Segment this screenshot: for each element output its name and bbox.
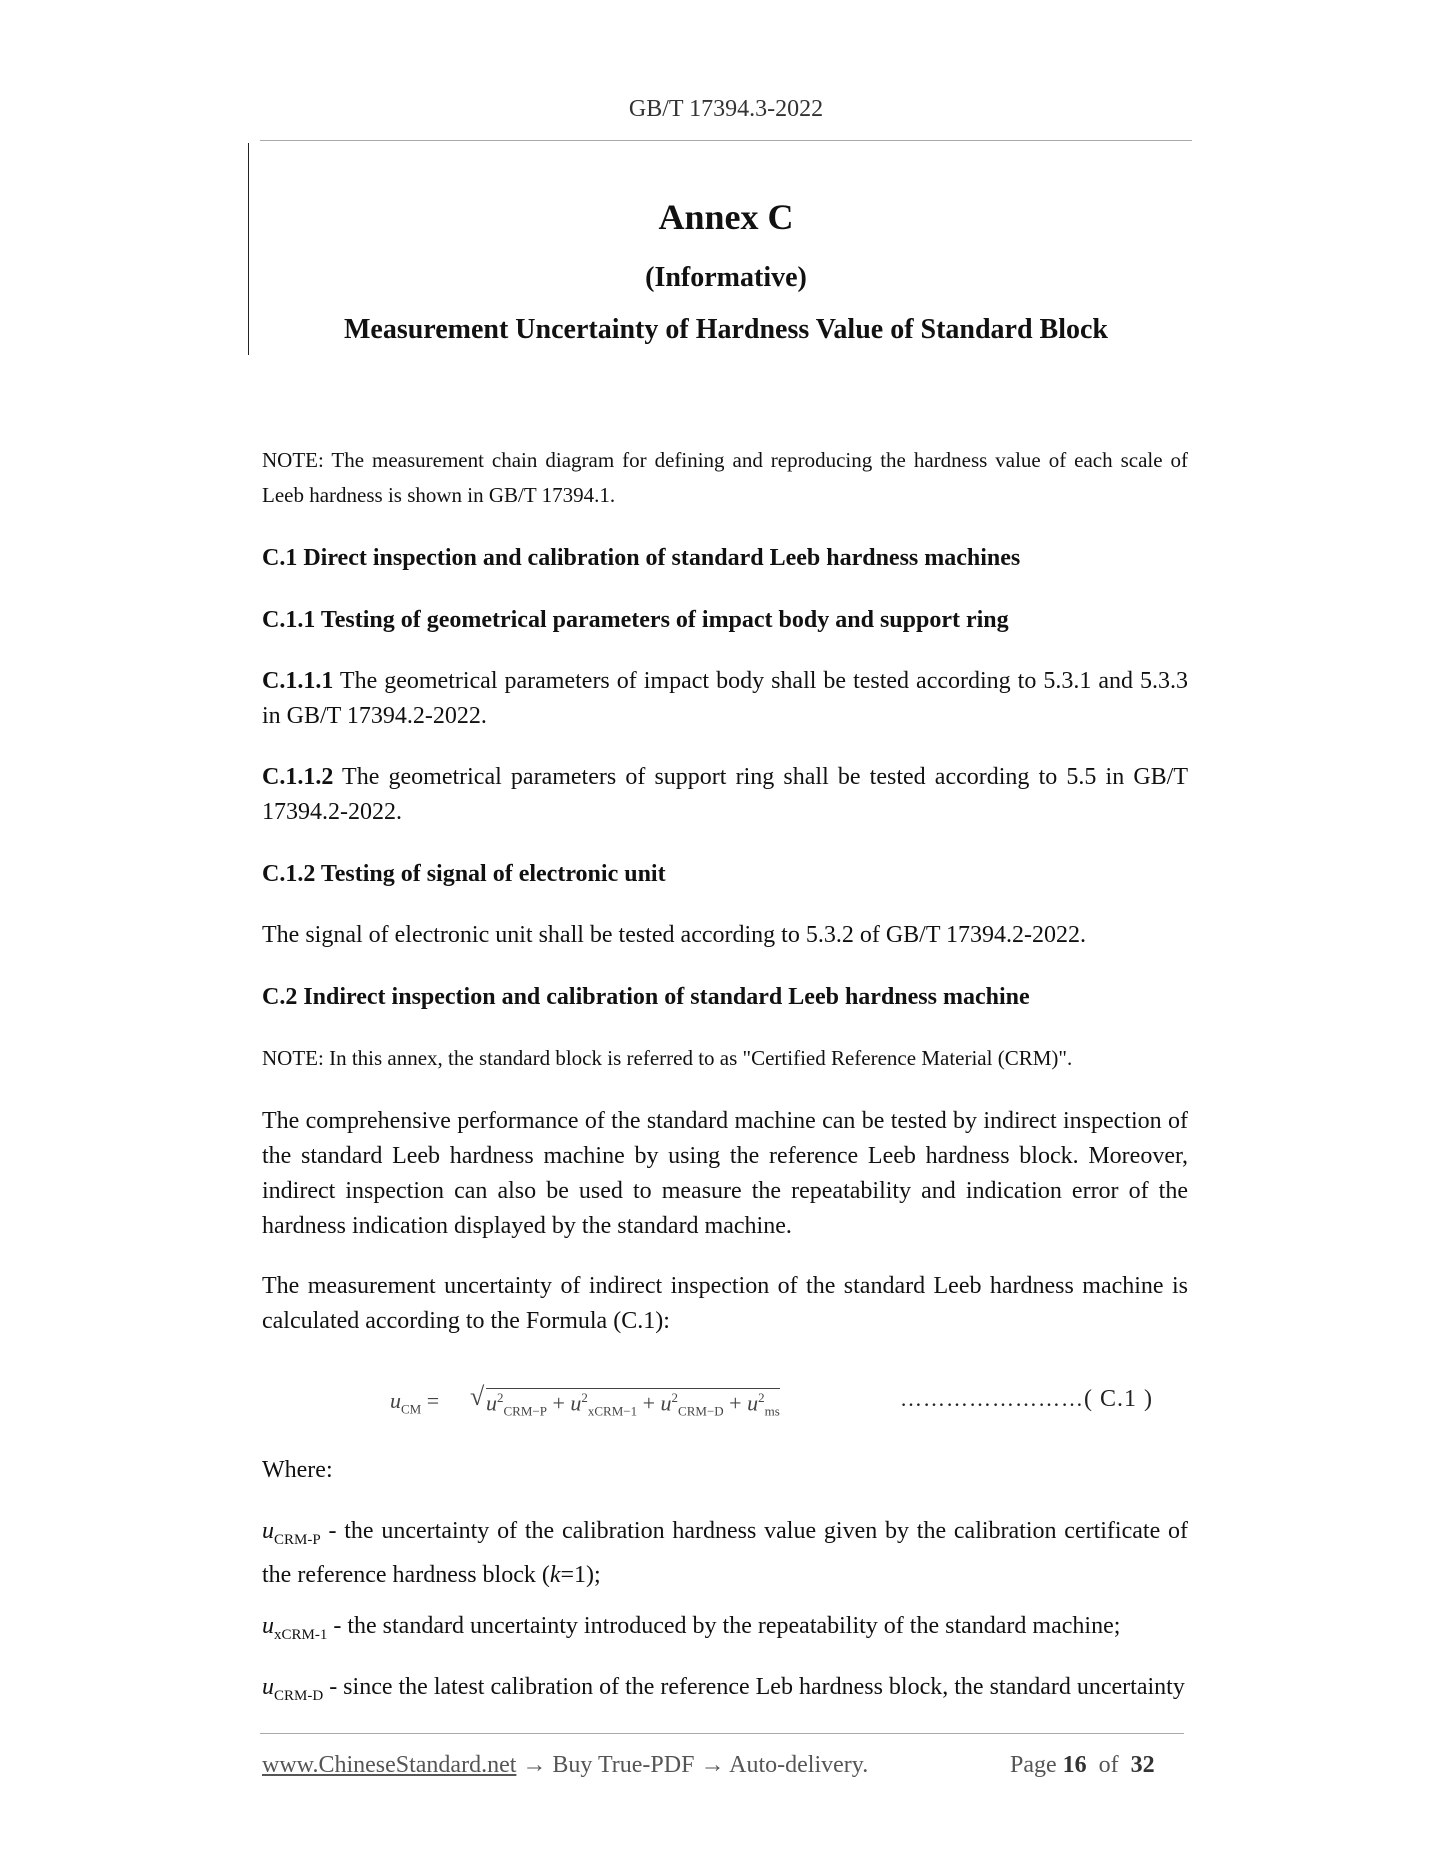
- header-doc-id: GB/T 17394.3-2022: [628, 96, 824, 122]
- note-crm: NOTE: In this annex, the standard block is referred to as "Certified Reference Material (CRM)".: [262, 1046, 1073, 1070]
- where-label: Where:: [262, 1457, 333, 1483]
- heading-c1-1: C.1.1 Testing of geometrical parameters of impact body and support ring: [262, 607, 1009, 633]
- formula-c1: [390, 1380, 1190, 1430]
- paragraph-c2-formula-intro: The measurement uncertainty of indirect inspection of the standard Leeb hardness machine is calculated according to the Formula (C.1):: [262, 1273, 1188, 1334]
- sqrt-symbol: √: [470, 1382, 485, 1411]
- clause-c1-1-1: [262, 664, 1188, 734]
- clause-number: C.1.1.2: [262, 764, 334, 790]
- change-bar: [248, 143, 249, 355]
- formula-radicand: $u^2_{CRM-P} + u^2_{xCRM-1} + u^2_{CRM-D} + u^2_{ms}$: [486, 1390, 780, 1419]
- annex-title: Annex C: [658, 197, 794, 237]
- footer-links: www.ChineseStandard.net → Buy True-PDF → Auto-delivery.: [262, 1752, 869, 1778]
- clause-text: The geometrical parameters of support ring shall be tested according to 5.5 in GB/T 17394.2-2022.: [262, 764, 1188, 825]
- clause-c1-1-2: [262, 760, 1188, 830]
- header-divider: [260, 140, 1192, 141]
- heading-c2: C.2 Indirect inspection and calibration of standard Leeb hardness machine: [262, 984, 1030, 1010]
- site-link[interactable]: www.ChineseStandard.net: [262, 1752, 517, 1778]
- page-total: 32: [1130, 1752, 1155, 1778]
- page-number: 16: [1062, 1752, 1087, 1778]
- delivery-text: Auto-delivery.: [729, 1752, 869, 1778]
- clause-number: C.1.1.1: [262, 668, 334, 694]
- where-item-xcrm-1: $u_{xCRM-1}$ - the standard uncertainty introduced by the repeatability of the standard machine;: [262, 1613, 1121, 1643]
- page-indicator: Page 16 of 32: [1010, 1752, 1155, 1778]
- formula-number: ……………………( C.1 ): [900, 1386, 1153, 1412]
- clause-text: The geometrical parameters of impact body shall be tested according to 5.3.1 and 5.3.3 in GB/T 17394.2-2022.: [262, 668, 1188, 729]
- annex-name: Measurement Uncertainty of Hardness Value of Standard Block: [343, 314, 1109, 345]
- annex-subtitle: (Informative): [645, 262, 807, 293]
- where-item-crm-p: $u_{CRM-P}$ - the uncertainty of the calibration hardness value given by the calibration certificate of the reference hardness block (k=1);: [262, 1518, 1188, 1588]
- note-measurement-chain: NOTE: The measurement chain diagram for defining and reproducing the hardness value of each scale of Leeb hardness is shown in GB/T 17394.1.: [262, 448, 1188, 507]
- heading-c1: C.1 Direct inspection and calibration of standard Leeb hardness machines: [262, 545, 1021, 571]
- where-item-crm-d: $u_{CRM-D}$ - since the latest calibration of the reference Leb hardness block, the standard uncertainty: [262, 1674, 1185, 1704]
- footer-divider: [260, 1733, 1184, 1734]
- paragraph-c1-2: The signal of electronic unit shall be tested according to 5.3.2 of GB/T 17394.2-2022.: [262, 922, 1087, 948]
- paragraph-c2-intro: The comprehensive performance of the standard machine can be tested by indirect inspection of the standard Leeb hardness machine by using the reference Leeb hardness block. Moreover, indirect inspection can also be used to measure the repeatability and indication error of the hardness indication displayed by the standard machine.: [262, 1108, 1188, 1239]
- buy-link[interactable]: Buy True-PDF: [552, 1752, 695, 1778]
- heading-c1-2: C.1.2 Testing of signal of electronic unit: [262, 861, 666, 887]
- formula-lhs: $u_{CM}$ =: [390, 1388, 440, 1417]
